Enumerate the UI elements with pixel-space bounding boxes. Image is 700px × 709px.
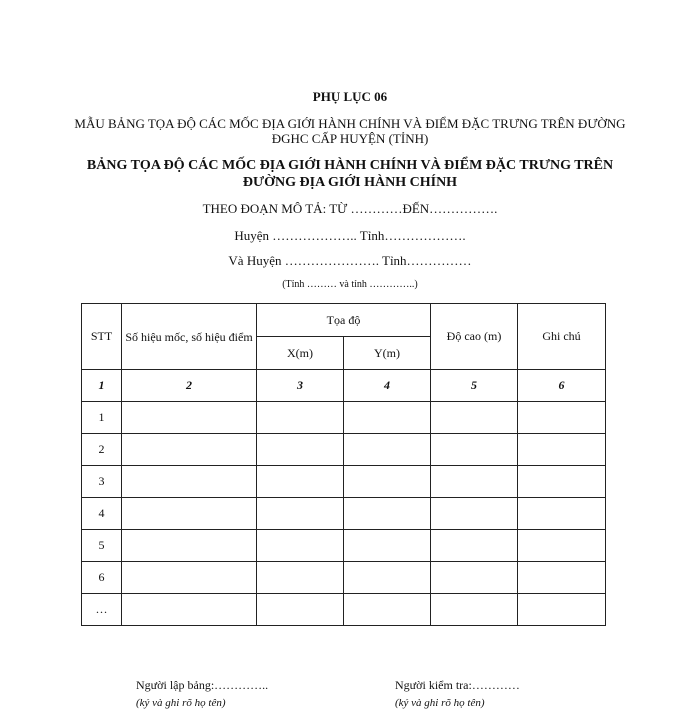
header-stt: STT: [82, 304, 122, 370]
table-cell: [344, 402, 431, 434]
appendix-title: PHỤ LỤC 06: [312, 89, 388, 104]
table-cell: [344, 530, 431, 562]
table-cell: [518, 466, 606, 498]
table-cell: [431, 530, 518, 562]
row-stt: 2: [82, 434, 122, 466]
creator-sub: (ký và ghi rõ họ tên): [136, 697, 226, 709]
header-marker-id: Số hiệu mốc, số hiệu điểm: [122, 304, 257, 370]
table-row: [82, 594, 606, 626]
column-number: 4: [344, 370, 431, 402]
table-cell: [431, 434, 518, 466]
table-cell: [518, 498, 606, 530]
district-line-1: Huyện ……………….. Tỉnh……………….: [234, 228, 466, 243]
table-row: [82, 466, 606, 498]
table-cell: [257, 402, 344, 434]
table-cell: [344, 498, 431, 530]
table-cell: [518, 434, 606, 466]
column-number-row: [82, 370, 606, 402]
row-stt: 5: [82, 530, 122, 562]
table-cell: [122, 434, 257, 466]
header-coordinates: Tọa độ: [257, 304, 431, 337]
province-note: (Tỉnh ……… và tỉnh …………..): [282, 279, 418, 290]
row-stt: 6: [82, 562, 122, 594]
column-number: 3: [257, 370, 344, 402]
table-cell: [344, 466, 431, 498]
segment-line: THEO ĐOẠN MÔ TẢ: TỪ …………ĐẾN…………….: [202, 201, 498, 216]
header-notes: Ghi chú: [518, 304, 606, 370]
table-cell: [344, 594, 431, 626]
header-x: X(m): [257, 337, 344, 370]
table-cell: [122, 402, 257, 434]
table-cell: [431, 466, 518, 498]
table-cell: [518, 562, 606, 594]
table-cell: [257, 530, 344, 562]
column-number: 2: [122, 370, 257, 402]
table-row: [82, 498, 606, 530]
checker-signature: [395, 678, 520, 709]
column-number: 5: [431, 370, 518, 402]
checker-label: Người kiểm tra:…………: [395, 678, 520, 692]
table-cell: [257, 466, 344, 498]
table-cell: [344, 562, 431, 594]
table-cell: [518, 594, 606, 626]
table-title: BẢNG TỌA ĐỘ CÁC MỐC ĐỊA GIỚI HÀNH CHÍNH VÀ ĐIỂM ĐẶC TRƯNG TRÊN ĐƯỜNG ĐỊA GIỚI HÀNH CHÍNH: [86, 158, 614, 190]
table-cell: [431, 562, 518, 594]
table-cell: [122, 530, 257, 562]
row-stt: 4: [82, 498, 122, 530]
header-elevation: Độ cao (m): [431, 304, 518, 370]
table-cell: [431, 498, 518, 530]
table-cell: [257, 594, 344, 626]
checker-sub: (ký và ghi rõ họ tên): [395, 697, 485, 709]
table-cell: [257, 562, 344, 594]
table-row: [82, 562, 606, 594]
row-stt: …: [82, 594, 122, 626]
table-row: [82, 434, 606, 466]
table-cell: [122, 562, 257, 594]
coordinates-table: [81, 303, 606, 626]
table-cell: [344, 434, 431, 466]
table-cell: [257, 498, 344, 530]
table-cell: [518, 530, 606, 562]
district-line-2: Và Huyện …………………. Tỉnh……………: [228, 253, 472, 268]
column-number: 1: [82, 370, 122, 402]
table-cell: [518, 402, 606, 434]
document-subtitle: MẪU BẢNG TỌA ĐỘ CÁC MỐC ĐỊA GIỚI HÀNH CHÍNH VÀ ĐIỂM ĐẶC TRƯNG TRÊN ĐƯỜNG ĐGHC CẤP HUYỆN (TỈNH): [74, 116, 626, 146]
table-row: [82, 530, 606, 562]
table-cell: [122, 594, 257, 626]
table-cell: [257, 434, 344, 466]
table-cell: [122, 466, 257, 498]
row-stt: 1: [82, 402, 122, 434]
creator-label: Người lập bảng:…………..: [136, 678, 269, 692]
creator-signature: [136, 678, 268, 709]
table-row: [82, 402, 606, 434]
table-cell: [122, 498, 257, 530]
column-number: 6: [518, 370, 606, 402]
table-cell: [431, 402, 518, 434]
header-y: Y(m): [344, 337, 431, 370]
table-cell: [431, 594, 518, 626]
row-stt: 3: [82, 466, 122, 498]
